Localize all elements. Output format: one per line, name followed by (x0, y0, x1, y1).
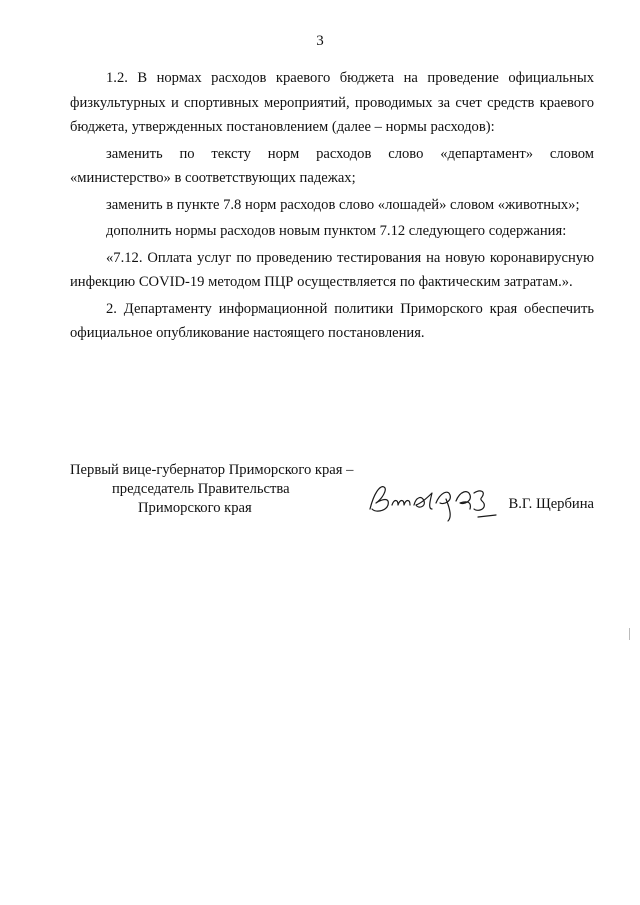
paragraph-1-2-norms: 1.2. В нормах расходов краевого бюджета на проведение официальных физкультурных и спортивных мероприятий, проводимых за счет средств краевого бюджета, утвержденных постановлением (далее – нормы расходов): (70, 70, 594, 135)
scan-artifact (629, 628, 630, 640)
page-number: 3 (316, 33, 324, 49)
paragraph-add-point-7-12: дополнить нормы расходов новым пунктом 7.12 следующего содержания: (106, 223, 567, 239)
document-body (70, 66, 594, 348)
signatory-title-line-1: Первый вице-губернатор Приморского края – (70, 462, 354, 478)
signature-block (70, 461, 594, 531)
signatory-name: В.Г. Щербина (508, 496, 594, 512)
paragraph-point-7-12-text: «7.12. Оплата услуг по проведению тестирования на новую коронавирусную инфекцию COVID-19 методом ПЦР осуществляется по фактическим затратам.». (70, 249, 594, 290)
signatory-title-line-2: председатель Правительства (112, 481, 290, 497)
paragraph-replace-horses: заменить в пункте 7.8 норм расходов слово «лошадей» словом «животных»; (106, 196, 580, 213)
paragraph-replace-department: заменить по тексту норм расходов слово «департамент» словом «министерство» в соответствующих падежах; (70, 145, 594, 186)
handwritten-signature (366, 479, 502, 523)
paragraph-2-publication: 2. Департаменту информационной политики Приморского края обеспечить официальное опубликование настоящего постановления. (70, 300, 594, 341)
signatory-title-line-3: Приморского края (138, 500, 252, 516)
